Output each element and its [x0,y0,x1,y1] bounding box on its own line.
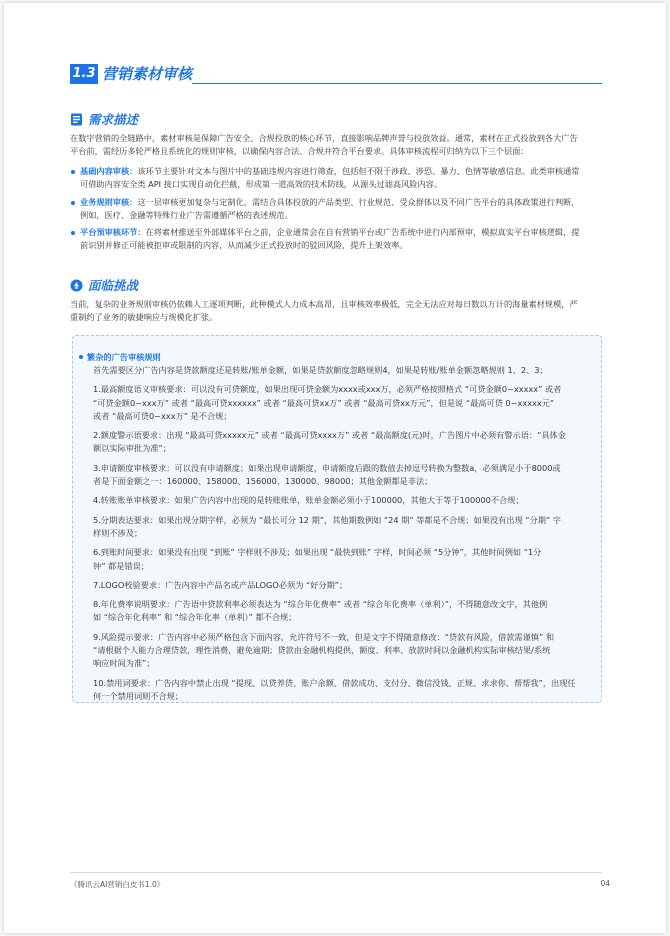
demand-intro-line: 平台前，需经历多轮严格且系统化的规则审核，以确保内容合法、合规并符合平台要求。具体审核流程可归纳为以下三个层面： [70,146,529,157]
rule-line: 额以实际审批为准”； [93,443,171,454]
bullet-dot [71,231,75,235]
bullet-text: 前识别并修正可能被拒审或限制的内容，从而减少正式投放时的驳回风险，提升上架效率。 [80,240,408,251]
rule-line: “可贷金额0~xxx万” 或者 “最高可贷xxxxxx” 或者 “最高可贷xx万” 或者 “最高可贷xx万元”，但是说 “最高可贷 0~xxxxx元” [93,397,555,408]
rules-body [93,364,593,703]
rule-line: 7.LOGO校验要求：广告内容中产品名或产品LOGO必须为 “好分期”； [93,579,348,590]
rule-line: 10.禁用词要求：广告内容中禁止出现 “提现、以贷养贷、账户余额、借款成功、支付分、微信没钱、正规、求求你、帮帮我”，出现任 [93,677,576,688]
challenge-heading [70,278,138,294]
rules-intro: 首先需要区分广告内容是贷款额度还是转账/账单金额，如果是贷款额度忽略规则4，如果是转账/账单金额忽略规则 1、2、3； [93,365,548,375]
warning-icon [70,279,83,292]
section-divider [192,83,602,84]
section-title: 营销素材审核 [102,65,193,83]
rule-item [93,631,593,671]
rules-title-text: 繁杂的广告审核规则 [87,352,161,362]
rule-line: 6.到账时间要求：如果没有出现 “到账” 字样则不涉及；如果出现 “最快到账” 字样，时间必须 “5分钟”，其他时间例如 “1分 [93,547,542,558]
demand-bullets [70,165,602,257]
demand-heading-text: 需求描述 [88,112,139,127]
bullet-item [70,165,602,192]
rule-item [93,494,593,507]
challenge-intro-line: 当前，复杂的业务规则审核仍依赖人工逐项判断，此种模式人力成本高昂，且审核效率极低，完全无法应对每日数以万计的海量素材规模，严 [70,299,578,309]
challenge-heading-text: 面临挑战 [88,278,139,293]
rule-line: 者是下面金额之一：160000、158000、156000、130000、98000；其他金额都是非法； [93,476,433,487]
rule-item [93,579,593,592]
rule-item [93,514,593,541]
rule-line: 何一个禁用词则不合规； [93,690,184,701]
rule-item [93,462,593,489]
challenge-intro [70,298,602,325]
bullet-text: 在将素材推送至外部媒体平台之前，企业通常会在自有营销平台或广告系统中进行内部预审，模拟真实平台审核逻辑，提 [145,227,580,238]
bullet-item [70,196,602,223]
rule-line: 2.额度警示语要求：出现 “最高可贷xxxxx元” 或者 “最高可贷xxxx万” 或者 “最高额度(元)时，广告图片中必须有警示语：“具体金 [93,430,566,441]
rule-item [93,429,593,456]
bullet-text: 可借助内容安全类 API 接口实现自动化拦截，形成第一道高效的技术防线，从源头过滤高风险内容。 [80,179,443,190]
rule-line: 响应时间为准”； [93,658,155,669]
section-number: 1.3 [70,64,98,84]
bullet-label: 基础内容审核： [80,166,138,176]
demand-intro [70,132,602,159]
rule-item [93,546,593,573]
section-header [70,64,602,86]
rule-line: 如 “综合年化利率” 和 “综合年化率（单利）” 都不合规； [93,612,297,623]
rule-line: 8.年化费率说明要求：广告语中贷款利率必须表达为 “综合年化费率” 或者 “综合年化费率（单利）”，不得随意改文字，其他例 [93,599,548,610]
rule-item [93,383,593,423]
bullet-text: 这一层审核更加复杂与定制化，需结合具体投放的产品类型、行业规范、受众群体以及不同广告平台的具体政策进行判断， [137,196,580,207]
bullet-text: 例如，医疗、金融等特殊行业广告需遵循严格的表述规范。 [80,209,293,220]
rules-box [72,335,602,703]
bullet-label: 平台预审核环节： [80,227,146,238]
bullet-label: 业务规则审核： [80,196,138,207]
bullet-text: 该环节主要针对文本与图片中的基础违规内容进行筛查，包括但不限于涉政、涉恐、暴力、色情等敏感信息。此类审核通常 [137,166,580,176]
page-number: 04 [600,879,610,888]
rule-line: 3.申请额度审核要求：可以没有申请额度；如果出现申请额度，申请额度后跟的数值去掉逗号转换为整数a，必须满足小于8000或 [93,462,561,473]
rule-line: 9.风险提示要求：广告内容中必须严格包含下面内容，允许符号不一致，但是文字不得随意修改：“贷款有风险，借款需谨慎” 和 [93,631,555,642]
rules-title [87,351,161,363]
rule-line: 钟” 都是错误； [93,560,149,571]
bullet-item [70,226,602,253]
rule-line: 或者 “最高可贷0~xxx万” 是不合规； [93,410,232,421]
rule-item [93,598,593,625]
rule-item [93,677,593,704]
challenge-intro-line: 重制约了业务的敏捷响应与规模化扩张。 [70,312,218,323]
rule-line: 1.最高额度语义审核要求：可以没有可贷额度，如果出现可贷金额为xxxx或xxx万，必须严格按照格式 “可贷金额0~xxxxx” 或者 [93,384,562,395]
footer-divider [70,872,602,873]
rule-line: “请根据个人能力合理贷款，理性消费，避免逾期；贷款由金融机构提供，额度、利率、放款时间以金融机构实际审核结果/系统 [93,645,551,656]
bullet-dot [71,201,75,205]
demand-intro-line: 在数字营销的全链路中，素材审核是保障广告安全、合规投放的核心环节，直接影响品牌声誉与投放效益。通常，素材在正式投放到各大广告 [70,133,578,143]
rule-line: 样则不涉及； [93,527,143,538]
rule-line: 4.转账账单审核要求：如果广告内容中出现的是转账账单，账单金额必须小于100000，其他大于等于100000不合规； [93,495,524,506]
demand-heading [70,112,138,128]
footer-title: 《腾讯云AI营销白皮书1.0》 [70,880,165,889]
bullet-dot [79,355,83,359]
rule-line: 5.分期表达要求：如果出现分期字样，必须为 “最长可分 12 期”，其他期数例如 “24 期” 等都是不合规；如果没有出现 “分期” 字 [93,514,561,525]
bullet-dot [71,170,75,174]
document-icon [70,113,83,126]
